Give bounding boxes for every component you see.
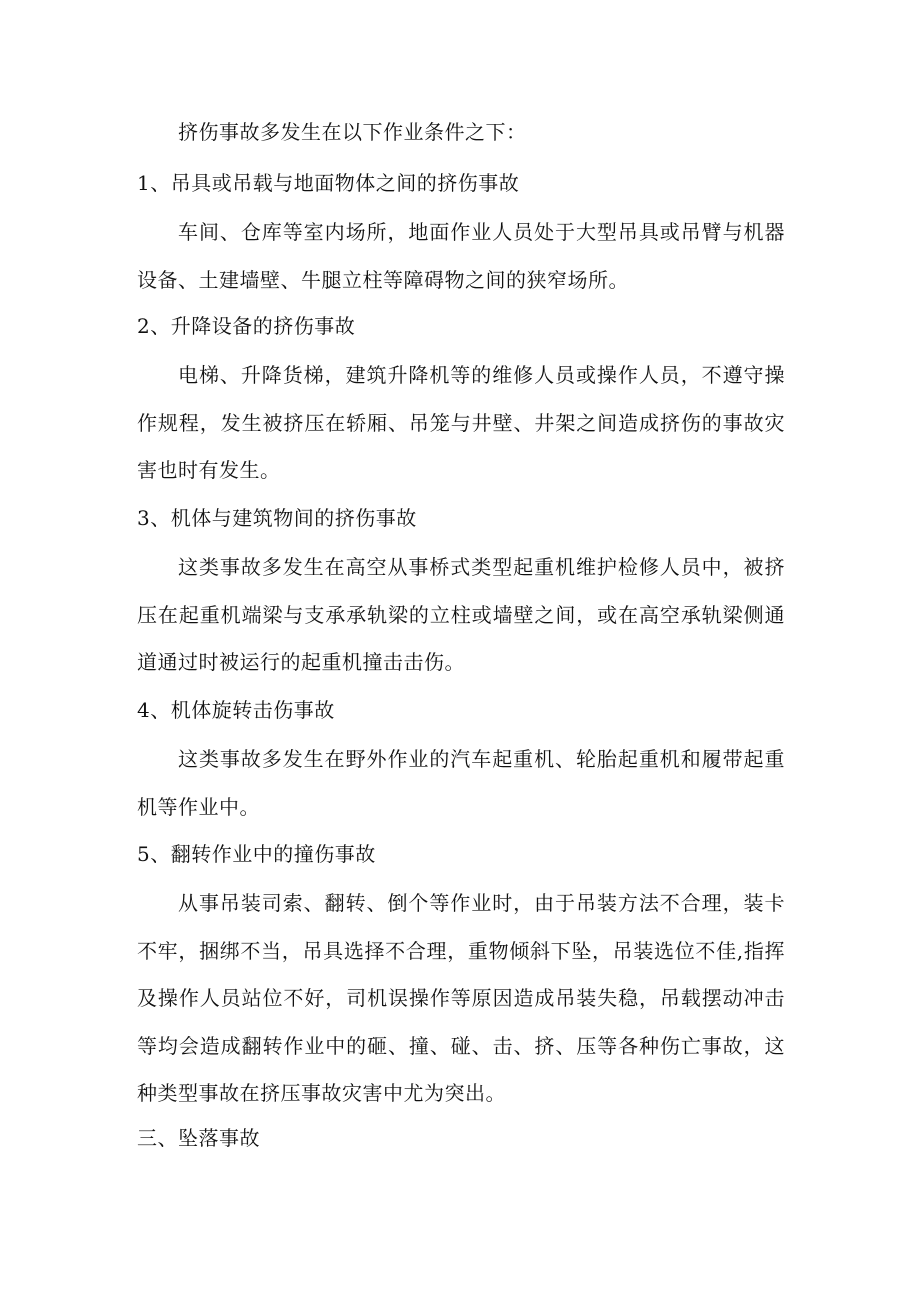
section-2-heading: 2、升降设备的挤伤事故 [137, 314, 356, 338]
section-3-heading: 3、机体与建筑物间的挤伤事故 [137, 506, 417, 530]
section-1-body: 车间、仓库等室内场所，地面作业人员处于大型吊具或吊臂与机器设备、土建墙壁、牛腿立柱等障碍物之间的狭窄场所。 [137, 220, 785, 292]
section-5-body: 从事吊装司索、翻转、倒个等作业时，由于吊装方法不合理，装卡不牢，捆绑不当，吊具选择不合理，重物倾斜下坠，吊装选位不佳,指挥及操作人员站位不好，司机误操作等原因造成吊装失稳，吊载摆动冲击等均会造成翻转作业中的砸、撞、碰、击、挤、压等各种伤亡事故，这种类型事故在挤压事故灾害中尤为突出。 [137, 891, 785, 1105]
section-3-body: 这类事故多发生在高空从事桥式类型起重机维护检修人员中，被挤压在起重机端梁与支承承轨梁的立柱或墙壁之间，或在高空承轨梁侧通道通过时被运行的起重机撞击击伤。 [137, 555, 785, 674]
section-1-heading: 1、吊具或吊载与地面物体之间的挤伤事故 [137, 171, 520, 195]
section-2-body: 电梯、升降货梯，建筑升降机等的维修人员或操作人员，不遵守操作规程，发生被挤压在轿厢、吊笼与井壁、井架之间造成挤伤的事故灾害也时有发生。 [137, 363, 785, 482]
section-4-heading: 4、机体旋转击伤事故 [137, 698, 335, 722]
section-4-body: 这类事故多发生在野外作业的汽车起重机、轮胎起重机和履带起重机等作业中。 [137, 747, 785, 819]
section-5-heading: 5、翻转作业中的撞伤事故 [137, 842, 376, 866]
closing-heading: 三、坠落事故 [137, 1126, 260, 1150]
intro-text: 挤伤事故多发生在以下作业条件之下： [178, 120, 527, 144]
